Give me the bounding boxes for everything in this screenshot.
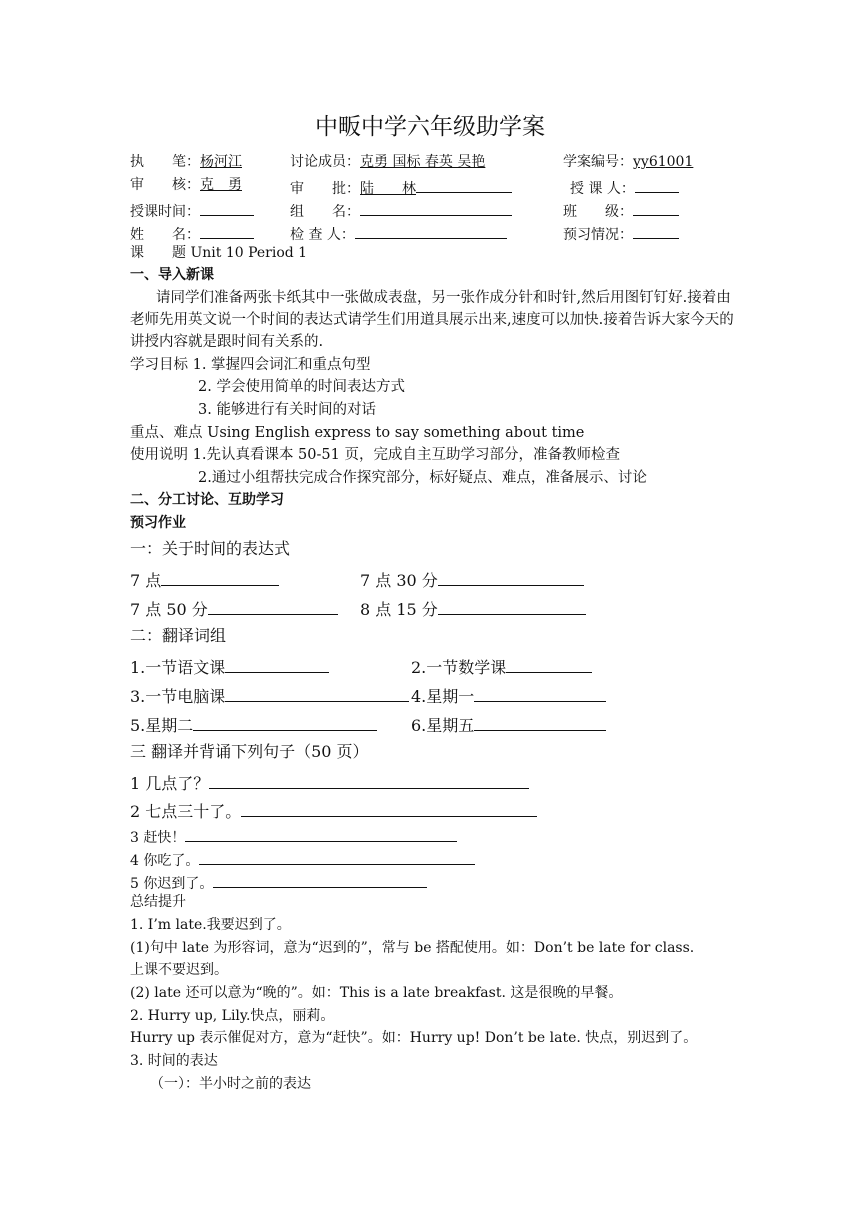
- summary-line-3: 上课不要迟到。: [130, 962, 228, 978]
- part2-title: 二：翻译词组: [130, 626, 227, 645]
- phrase-item-e-label: 5.星期二: [130, 716, 194, 735]
- phrase-item-f: [411, 715, 606, 734]
- phrase-item-e: [130, 715, 377, 734]
- check-field: [290, 224, 507, 242]
- members-label: 讨论成员：: [290, 154, 360, 170]
- sentence-4-blank: [199, 850, 475, 865]
- preview-label: 预习情况：: [563, 227, 633, 243]
- check-label: 检 查 人：: [290, 227, 355, 243]
- sentence-4-label: 4 你吃了。: [130, 853, 200, 869]
- summary-line-2: (1)句中 late 为形容词，意为“迟到的”，常与 be 搭配使用。如：Don’t be late for class.: [130, 940, 695, 956]
- intro-paragraph: 请同学们准备两张卡纸其中一张做成表盘，另一张作成分针和时针,然后用图钉钉好.接着由老师先用英文说一个时间的表达式请学生们用道具展示出来,速度可以加快.接着告诉大家今天的讲授内容就是跟时间有关系的.: [130, 290, 734, 350]
- sentence-4: [130, 850, 475, 868]
- time-item-d-blank: [438, 599, 586, 615]
- check-blank: [355, 224, 507, 239]
- phrase-item-c: [130, 686, 409, 705]
- goal1-line: [130, 358, 371, 373]
- review-field: [130, 178, 242, 192]
- sentence-5-label: 5 你迟到了。: [130, 876, 214, 892]
- sentence-3-label: 3 赶快！: [130, 830, 186, 846]
- time-item-a-blank: [161, 570, 279, 586]
- summary-line-1: 1. I’m late.我要迟到了。: [130, 917, 291, 933]
- time-item-c: [130, 599, 338, 618]
- teacher-blank: [635, 178, 679, 193]
- review-label: 审 核：: [130, 177, 200, 193]
- goal1: 1. 掌握四会词汇和重点句型: [192, 357, 371, 373]
- usage-1: 使用说明 1.先认真看课本 50-51 页，完成自主互助学习部分，准备教师检查: [130, 447, 620, 463]
- time-item-d: [360, 599, 586, 618]
- code-field: [563, 155, 693, 169]
- members-field: [290, 155, 485, 169]
- name-field: [130, 224, 254, 242]
- sentence-5-blank: [213, 873, 427, 888]
- code-value: yy61001: [633, 154, 694, 170]
- time-item-b: [360, 570, 584, 589]
- writer-value: 杨河江: [200, 154, 242, 170]
- writer-field: [130, 155, 242, 169]
- phrase-item-f-blank: [474, 715, 606, 731]
- phrase-item-e-blank: [193, 715, 377, 731]
- sentence-1-blank: [209, 773, 529, 789]
- sentence-2-blank: [241, 801, 537, 817]
- time-item-d-label: 8 点 15 分: [360, 600, 438, 619]
- phrase-item-b-label: 2.一节数学课: [411, 658, 507, 677]
- class-blank: [633, 201, 679, 216]
- group-field: [290, 201, 512, 219]
- part1-title: 一：关于时间的表达式: [130, 539, 291, 558]
- time-item-c-label: 7 点 50 分: [130, 600, 208, 619]
- topic-label: 课 题: [130, 245, 186, 261]
- phrase-item-c-label: 3.一节电脑课: [130, 687, 226, 706]
- phrase-item-b: [411, 657, 592, 676]
- preview-field: [563, 224, 679, 242]
- sentence-3: [130, 827, 457, 845]
- code-label: 学案编号：: [563, 154, 633, 170]
- sentence-2: [130, 801, 537, 820]
- summary-line-4: (2) late 还可以意为“晚的”。如：This is a late breakfast. 这是很晚的早餐。: [130, 985, 623, 1001]
- phrase-item-a: [130, 657, 329, 676]
- goal2: 2. 学会使用简单的时间表达方式: [198, 379, 405, 395]
- key-points: 重点、难点 Using English express to say something about time: [130, 425, 585, 441]
- time-item-a-label: 7 点: [130, 571, 162, 590]
- time-item-a: [130, 570, 279, 589]
- approve-blank: [416, 178, 512, 193]
- phrase-item-a-label: 1.一节语文课: [130, 658, 226, 677]
- summary-line-6: Hurry up 表示催促对方，意为“赶快”。如：Hurry up! Don’t be late. 快点，别迟到了。: [130, 1030, 698, 1046]
- time-field: [130, 201, 254, 219]
- writer-label: 执 笔：: [130, 154, 200, 170]
- approve-value: 陆 林: [360, 181, 416, 197]
- phrase-item-c-blank: [225, 686, 409, 702]
- name-blank: [200, 224, 254, 239]
- class-field: [563, 201, 679, 219]
- section1-heading: 一、导入新课: [130, 267, 214, 283]
- phrase-item-f-label: 6.星期五: [411, 716, 475, 735]
- phrase-item-d: [411, 686, 606, 705]
- page-title: 中畈中学六年级助学案: [315, 114, 545, 140]
- time-blank: [200, 201, 254, 216]
- summary-line-8: （一）：半小时之前的表达: [150, 1076, 311, 1092]
- goals-label: 学习目标: [130, 357, 188, 373]
- summary-heading: 总结提升: [130, 894, 186, 910]
- approve-field: [290, 178, 512, 196]
- sentence-1-label: 1 几点了？: [130, 774, 210, 793]
- goal3: 3. 能够进行有关时间的对话: [198, 402, 376, 418]
- time-item-c-blank: [208, 599, 338, 615]
- usage-2: 2.通过小组帮扶完成合作探究部分，标好疑点、难点，准备展示、讨论: [198, 470, 647, 486]
- preview-blank: [633, 224, 679, 239]
- phrase-item-d-blank: [474, 686, 606, 702]
- time-item-b-blank: [438, 570, 584, 586]
- sentence-5: [130, 873, 427, 891]
- part3-title: 三 翻译并背诵下列句子（50 页）: [130, 742, 369, 761]
- section2-heading: 二、分工讨论、互助学习: [130, 492, 284, 508]
- summary-line-5: 2. Hurry up, Lily.快点，丽莉。: [130, 1008, 335, 1024]
- sentence-1: [130, 773, 529, 792]
- name-label: 姓 名：: [130, 227, 200, 243]
- sentence-2-label: 2 七点三十了。: [130, 802, 242, 821]
- review-value: 克 勇: [200, 177, 242, 193]
- sentence-3-blank: [185, 827, 457, 842]
- summary-line-7: 3. 时间的表达: [130, 1053, 218, 1069]
- homework-heading: 预习作业: [130, 515, 186, 531]
- topic-field: [130, 246, 307, 260]
- phrase-item-d-label: 4.星期一: [411, 687, 475, 706]
- topic-value: Unit 10 Period 1: [190, 245, 308, 261]
- group-blank: [360, 201, 512, 216]
- teacher-label: 授 课 人：: [570, 181, 635, 197]
- teacher-field: [570, 178, 679, 196]
- time-item-b-label: 7 点 30 分: [360, 571, 438, 590]
- time-label: 授课时间：: [130, 204, 200, 220]
- class-label: 班 级：: [563, 204, 633, 220]
- members-value: 克勇 国标 春英 吴艳: [360, 154, 486, 170]
- group-label: 组 名：: [290, 204, 360, 220]
- phrase-item-a-blank: [225, 657, 329, 673]
- phrase-item-b-blank: [506, 657, 592, 673]
- approve-label: 审 批：: [290, 181, 360, 197]
